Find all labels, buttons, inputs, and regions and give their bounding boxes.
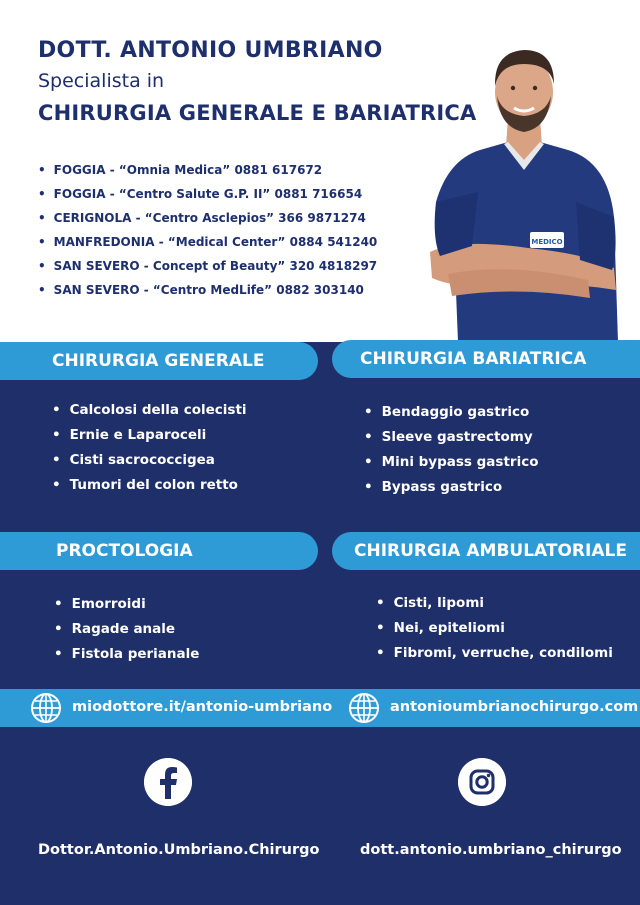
globe-icon bbox=[348, 692, 380, 724]
section-title-chirurgia-bariatrica: CHIRURGIA BARIATRICA bbox=[332, 340, 640, 378]
location-item: • SAN SEVERO - “Centro MedLife” 0882 303140 bbox=[38, 280, 377, 304]
section-title-proctologia: PROCTOLOGIA bbox=[0, 532, 318, 570]
instagram-icon[interactable] bbox=[458, 758, 506, 806]
miodottore-link[interactable]: miodottore.it/antonio-umbriano bbox=[72, 699, 333, 715]
header-section bbox=[0, 0, 640, 342]
list-item: • Bypass gastrico bbox=[364, 477, 538, 502]
list-item: • Fistola perianale bbox=[54, 644, 199, 669]
list-item: • Mini bypass gastrico bbox=[364, 452, 538, 477]
chirurgia-bariatrica-list bbox=[364, 402, 538, 502]
location-item: • CERIGNOLA - “Centro Asclepios” 366 9871274 bbox=[38, 208, 377, 232]
section-title-chirurgia-ambulatoriale: CHIRURGIA AMBULATORIALE bbox=[332, 532, 640, 570]
locations-list bbox=[38, 160, 377, 304]
list-item: • Fibromi, verruche, condilomi bbox=[376, 643, 613, 668]
chirurgia-generale-list bbox=[52, 400, 247, 500]
list-item: • Tumori del colon retto bbox=[52, 475, 247, 500]
chirurgia-ambulatoriale-list bbox=[376, 593, 613, 668]
scrub-badge-text: MEDICO bbox=[531, 238, 563, 246]
globe-icon bbox=[30, 692, 62, 724]
website-link[interactable]: antonioumbrianochirurgo.com bbox=[390, 699, 639, 715]
location-item: • MANFREDONIA - “Medical Center” 0884 541240 bbox=[38, 232, 377, 256]
doctor-photo bbox=[418, 42, 630, 342]
list-item: • Sleeve gastrectomy bbox=[364, 427, 538, 452]
specialty-title: CHIRURGIA GENERALE E BARIATRICA bbox=[38, 101, 477, 125]
list-item: • Nei, epiteliomi bbox=[376, 618, 613, 643]
specialist-label: Specialista in bbox=[38, 70, 165, 92]
location-item: • SAN SEVERO - Concept of Beauty” 320 4818297 bbox=[38, 256, 377, 280]
facebook-handle[interactable]: Dottor.Antonio.Umbriano.Chirurgo bbox=[38, 842, 320, 858]
location-item: • FOGGIA - “Centro Salute G.P. II” 0881 716654 bbox=[38, 184, 377, 208]
instagram-handle[interactable]: dott.antonio.umbriano_chirurgo bbox=[360, 842, 622, 858]
list-item: • Calcolosi della colecisti bbox=[52, 400, 247, 425]
list-item: • Cisti, lipomi bbox=[376, 593, 613, 618]
list-item: • Cisti sacrococcigea bbox=[52, 450, 247, 475]
list-item: • Bendaggio gastrico bbox=[364, 402, 538, 427]
list-item: • Emorroidi bbox=[54, 594, 199, 619]
proctologia-list bbox=[54, 594, 199, 669]
doctor-name: DOTT. ANTONIO UMBRIANO bbox=[38, 38, 383, 63]
location-item: • FOGGIA - “Omnia Medica” 0881 617672 bbox=[38, 160, 377, 184]
list-item: • Ernie e Laparoceli bbox=[52, 425, 247, 450]
section-title-chirurgia-generale: CHIRURGIA GENERALE bbox=[0, 342, 318, 380]
facebook-icon[interactable] bbox=[144, 758, 192, 806]
list-item: • Ragade anale bbox=[54, 619, 199, 644]
